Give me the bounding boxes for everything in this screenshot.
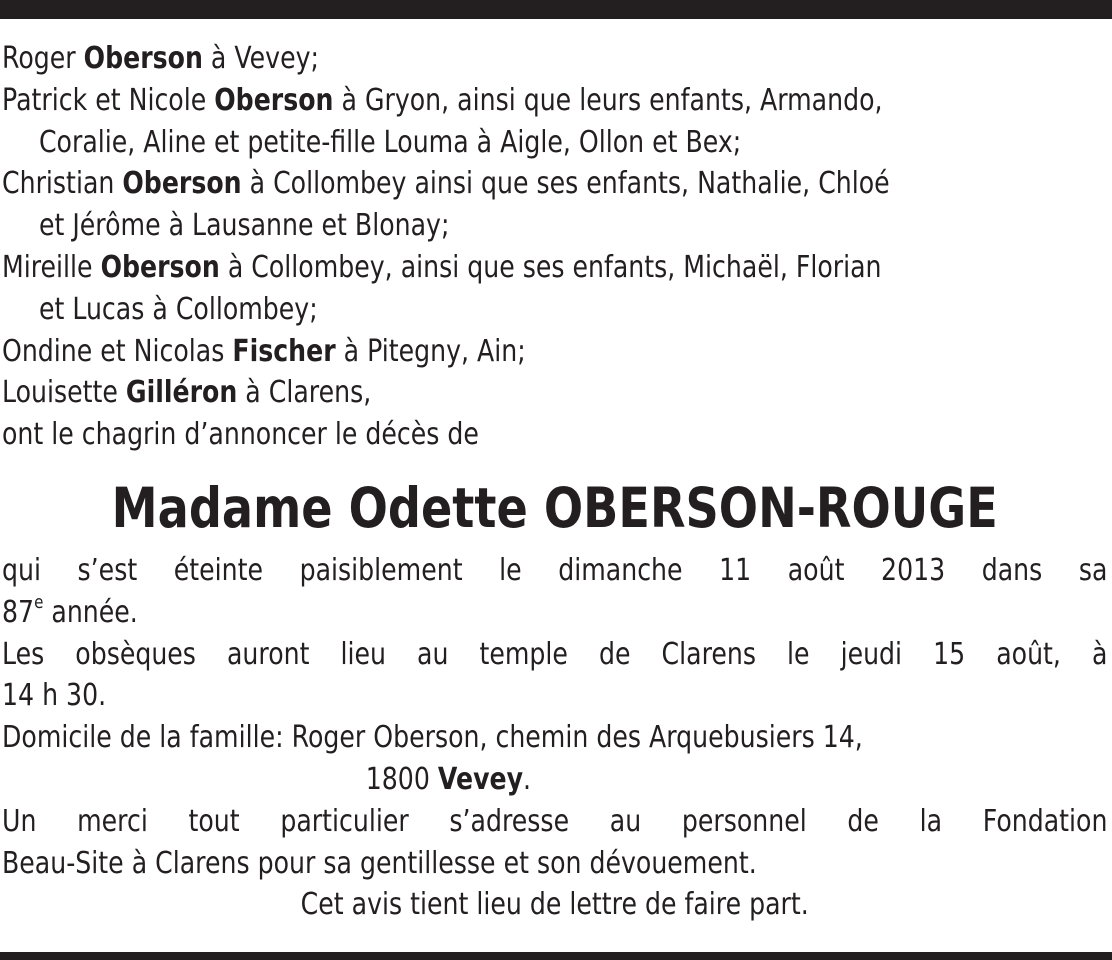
family-location: à Clarens, bbox=[237, 375, 372, 411]
bottom-rule bbox=[0, 952, 1112, 960]
family-location: à Gryon, ainsi que leurs enfants, Armando, bbox=[333, 82, 883, 118]
domicile-end: . bbox=[523, 761, 532, 797]
deceased-name: Madame Odette OBERSON-ROUGE bbox=[111, 475, 998, 540]
family-line bbox=[2, 331, 1107, 373]
family-list bbox=[2, 38, 1107, 414]
family-first-names: Ondine et Nicolas bbox=[2, 333, 233, 369]
age-suffix: e bbox=[34, 591, 44, 613]
domicile-line: Domicile de la famille: Roger Oberson, chemin des Arquebusiers 14, bbox=[2, 720, 863, 756]
announcement-line: ont le chagrin d’annoncer le décès de bbox=[2, 417, 479, 453]
thanks-line-2: Beau-Site à Clarens pour sa gentillesse et son dévouement. bbox=[2, 845, 757, 881]
family-location: à Collombey, ainsi que ses enfants, Michaël, Florian bbox=[219, 249, 882, 285]
family-surname: Oberson bbox=[122, 166, 242, 202]
domicile-zip: 1800 bbox=[365, 761, 438, 797]
notice-line: Cet avis tient lieu de lettre de faire part. bbox=[300, 887, 809, 923]
family-line: Coralie, Aline et petite-fille Louma à Aigle, Ollon et Bex; bbox=[38, 124, 742, 160]
obituary-text bbox=[2, 38, 1107, 926]
family-first-names: Christian bbox=[2, 166, 123, 202]
family-surname: Oberson bbox=[83, 41, 203, 76]
family-surname: Gilléron bbox=[125, 375, 238, 411]
family-first-names: Mireille bbox=[2, 249, 101, 285]
age-rest: année. bbox=[43, 594, 138, 630]
family-first-names: Roger bbox=[2, 41, 84, 76]
family-location: à Collombey ainsi que ses enfants, Nathalie, Chloé bbox=[241, 166, 890, 202]
family-line bbox=[2, 80, 1107, 122]
family-line bbox=[2, 247, 1107, 289]
family-first-names: Patrick et Nicole bbox=[2, 82, 215, 118]
funeral-time: 14 h 30. bbox=[2, 678, 107, 714]
death-line: qui s’est éteinte paisiblement le dimanche 11 août 2013 dans sa bbox=[2, 552, 1108, 588]
family-surname: Oberson bbox=[100, 249, 220, 285]
family-location: à Vevey; bbox=[202, 41, 319, 76]
domicile-city: Vevey bbox=[437, 761, 524, 797]
domicile-address bbox=[2, 759, 1107, 801]
family-location: à Pitegny, Ain; bbox=[335, 333, 526, 369]
family-line bbox=[2, 163, 1107, 205]
family-line: et Lucas à Collombey; bbox=[38, 291, 318, 327]
family-line: et Jérôme à Lausanne et Blonay; bbox=[38, 208, 450, 244]
family-line bbox=[2, 38, 1107, 80]
family-first-names: Louisette bbox=[2, 375, 126, 411]
family-line bbox=[2, 372, 1107, 414]
thanks-line: Un merci tout particulier s’adresse au personnel de la Fondation bbox=[2, 803, 1108, 839]
top-rule bbox=[0, 0, 1112, 19]
funeral-line: Les obsèques auront lieu au temple de Clarens le jeudi 15 août, à bbox=[2, 636, 1108, 672]
age-line bbox=[2, 592, 1107, 634]
age-number: 87 bbox=[2, 594, 35, 630]
family-surname: Fischer bbox=[232, 333, 336, 369]
family-surname: Oberson bbox=[214, 82, 334, 118]
